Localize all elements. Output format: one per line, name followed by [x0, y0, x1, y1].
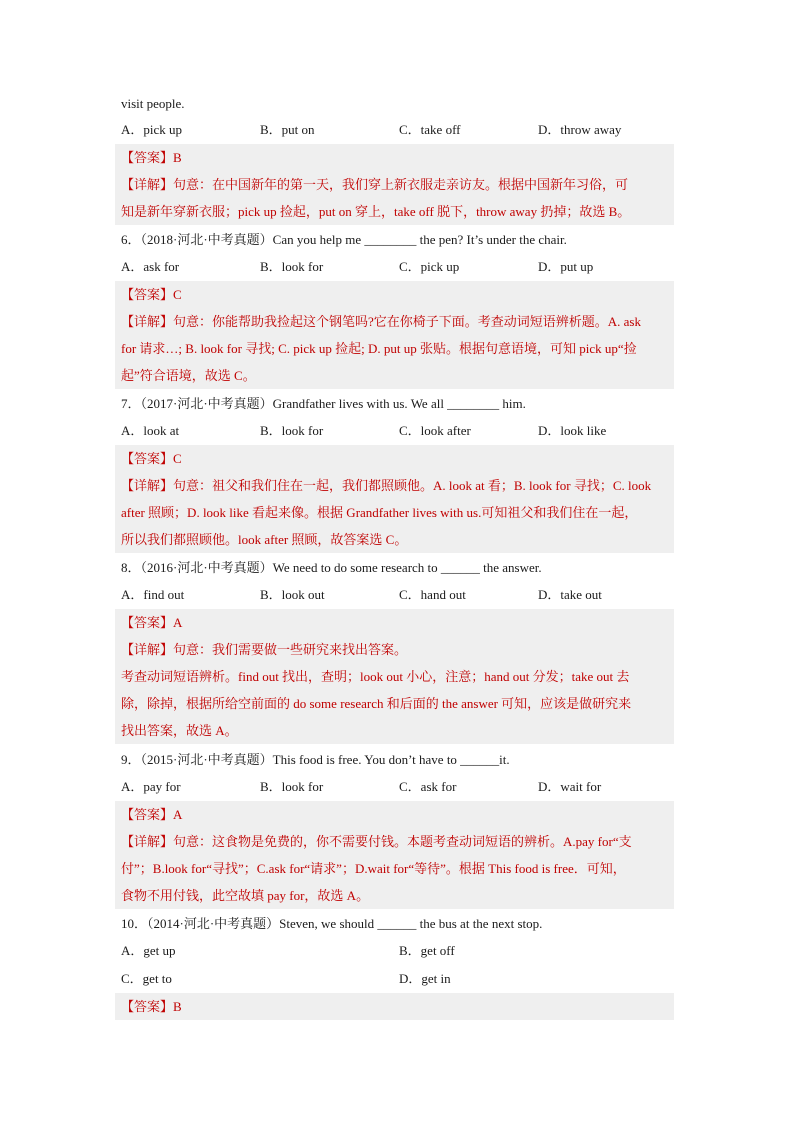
option-c: C．pick up — [399, 259, 460, 274]
option-a: A．look at — [121, 423, 180, 438]
option-c: C．get to — [121, 971, 172, 986]
options-row — [121, 423, 681, 439]
option-b: B．look for — [260, 259, 324, 274]
option-c: C．hand out — [399, 587, 466, 602]
answer-label: 【答案】B — [121, 999, 182, 1014]
answer-block — [115, 993, 674, 1020]
question-stem: 6．（2018·河北·中考真题）Can you help me ________ the pen? It’s under the chair. — [121, 232, 567, 247]
question-stem: 10．（2014·河北·中考真题）Steven, we should ______ the bus at the next stop. — [121, 916, 543, 931]
option-a: A．find out — [121, 587, 185, 602]
explanation-line: 【详解】句意：在中国新年的第一天，我们穿上新衣服走亲访友。根据中国新年习俗，可 — [121, 177, 629, 192]
option-d: D．put up — [538, 259, 594, 274]
answer-label: 【答案】A — [121, 615, 183, 630]
answer-block — [115, 445, 674, 553]
options-row — [121, 943, 681, 959]
explanation-line: 【详解】句意：这食物是免费的，你不需要付钱。本题考查动词短语的辨析。A.pay for“支 — [121, 834, 632, 849]
explanation-line: after 照顾；D. look like 看起来像。根据 Grandfather lives with us.可知祖父和我们住在一起， — [121, 505, 638, 520]
explanation-line: 【详解】句意：祖父和我们住在一起，我们都照顾他。A. look at 看；B. look for 寻找；C. look — [121, 478, 652, 493]
answer-block — [115, 144, 674, 225]
answer-block — [115, 609, 674, 744]
answer-label: 【答案】B — [121, 150, 182, 165]
answer-label: 【答案】A — [121, 807, 183, 822]
explanation-line: 知是新年穿新衣服；pick up 捡起，put on 穿上，take off 脱下，throw away 扔掉；故选 B。 — [121, 204, 631, 219]
answer-label: 【答案】C — [121, 451, 182, 466]
options-row — [121, 971, 681, 987]
option-a: A．pay for — [121, 779, 181, 794]
options-row — [121, 587, 681, 603]
option-b: B．put on — [260, 122, 315, 137]
option-c: C．take off — [399, 122, 461, 137]
explanation-line: 食物不用付钱，此空故填 pay for，故选 A。 — [121, 888, 370, 903]
question-stem: 8．（2016·河北·中考真题）We need to do some research to ______ the answer. — [121, 560, 542, 575]
option-c: C．look after — [399, 423, 471, 438]
explanation-line: 除，除掉，根据所给空前面的 do some research 和后面的 the answer 可知，应该是做研究来 — [121, 696, 632, 711]
explanation-line: 【详解】句意：你能帮助我捡起这个钢笔吗?它在你椅子下面。考查动词短语辨析题。A. ask — [121, 314, 641, 329]
explanation-line: 【详解】句意：我们需要做一些研究来找出答案。 — [121, 642, 408, 657]
options-row — [121, 122, 681, 138]
explanation-line: 找出答案，故选 A。 — [121, 723, 238, 738]
question-stem: 7．（2017·河北·中考真题）Grandfather lives with us. We all ________ him. — [121, 396, 526, 411]
explanation-line: 考查动词短语辨析。find out 找出，查明；look out 小心，注意；hand out 分发；take out 去 — [121, 669, 630, 684]
option-a: A．get up — [121, 943, 176, 958]
option-b: B．look for — [260, 423, 324, 438]
answer-block — [115, 281, 674, 389]
option-c: C．ask for — [399, 779, 457, 794]
option-d: D．look like — [538, 423, 607, 438]
option-b: B．get off — [399, 943, 455, 958]
option-d: D．take out — [538, 587, 602, 602]
option-a: A．ask for — [121, 259, 180, 274]
question-stem: 9．（2015·河北·中考真题）This food is free. You don’t have to ______it. — [121, 752, 510, 767]
option-b: B．look out — [260, 587, 325, 602]
options-row — [121, 259, 681, 275]
option-b: B．look for — [260, 779, 324, 794]
explanation-line: 付”；B.look for“寻找”；C.ask for“请求”；D.wait for“等待”。根据 This food is free．可知， — [121, 861, 626, 876]
question-text: visit people. — [121, 96, 185, 111]
options-row — [121, 779, 681, 795]
option-d: D．wait for — [538, 779, 602, 794]
answer-label: 【答案】C — [121, 287, 182, 302]
option-d: D．get in — [399, 971, 451, 986]
option-a: A．pick up — [121, 122, 183, 137]
option-d: D．throw away — [538, 122, 622, 137]
explanation-line: 所以我们都照顾他。look after 照顾，故答案选 C。 — [121, 532, 408, 547]
explanation-line: for 请求…; B. look for 寻找; C. pick up 捡起; D. put up 张贴。根据句意语境，可知 pick up“捡 — [121, 341, 637, 356]
explanation-line: 起”符合语境，故选 C。 — [121, 368, 256, 383]
answer-block — [115, 801, 674, 909]
